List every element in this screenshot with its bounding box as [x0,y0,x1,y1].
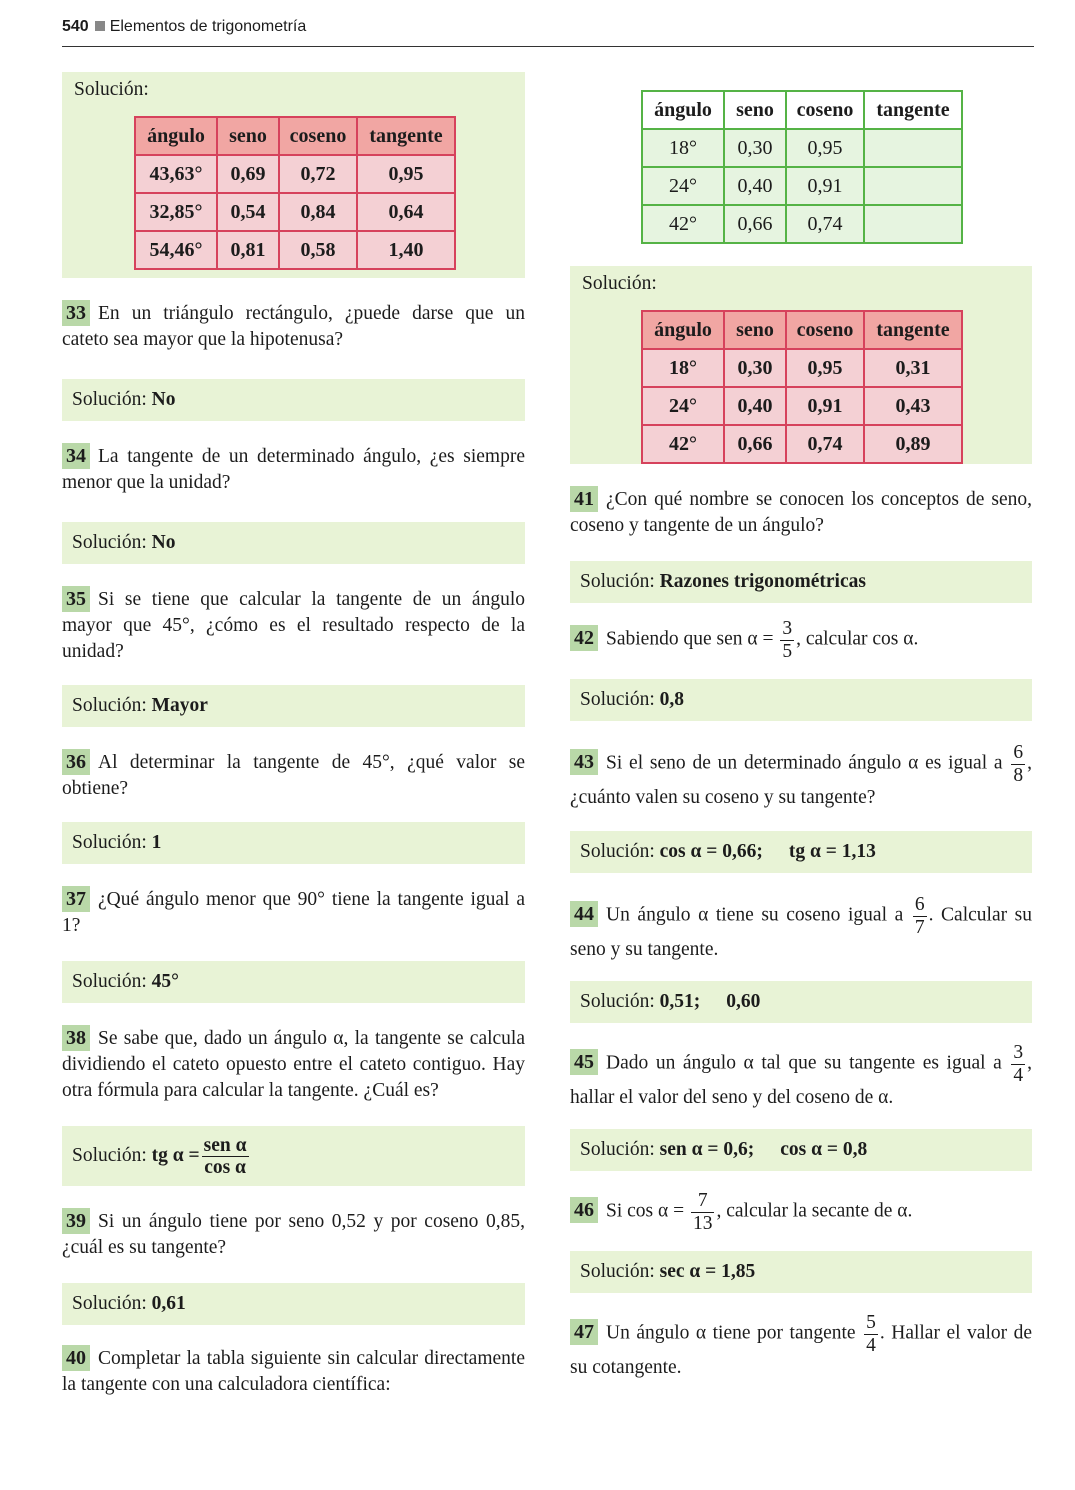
question-text: Al determinar la tangente de 45°, ¿qué valor se obtiene? [62,752,525,799]
solution-value: 0,8 [659,689,685,710]
fraction-numerator: 3 [1013,1042,1024,1063]
fraction-numerator: 6 [914,894,925,915]
table-row [135,231,455,269]
table-cell: 1,40 [357,231,455,269]
table-cell [864,167,962,205]
table-cell: 0,31 [864,349,962,387]
solution-label: Solución: [72,832,147,853]
table-row [642,129,962,167]
question-text-end: . Hallar el valor de su cotangente. [570,1322,1033,1378]
question-text: Un ángulo α tiene por tangente [606,1322,856,1344]
question-33 [62,300,525,353]
solution-label: Solución: [580,991,655,1012]
solution-label: Solución: [74,79,149,100]
question-34 [62,443,525,496]
page-number: 540 [62,18,89,35]
table-cell [864,205,962,243]
solution-36 [62,822,525,864]
question-text: Dado un ángulo α tal que su tangente es igual a [606,1052,1002,1074]
solution-45 [570,1129,1032,1171]
question-number: 47 [570,1319,598,1345]
table-header: tangente [864,91,962,129]
question-number: 35 [62,586,90,612]
question-36 [62,749,525,802]
table-header: tangente [357,117,455,155]
table-cell: 0,64 [357,193,455,231]
question-45 [570,1043,1032,1111]
table-header: seno [724,311,786,349]
table-cell: 0,89 [864,425,962,463]
fraction-denominator: 5 [782,640,793,662]
table-cell: 0,66 [724,205,786,243]
solution-value-2: 0,60 [726,991,761,1012]
table-cell: 0,81 [217,231,279,269]
fraction-denominator: 4 [866,1334,876,1356]
table-cell [864,129,962,167]
question-text-end: . Calcular su seno y su tangente. [570,904,1033,960]
fraction [202,1136,249,1178]
solution-value: Mayor [151,695,208,716]
solution-value: Razones trigonométricas [659,571,866,592]
table-cell: 0,66 [724,425,786,463]
table-header: coseno [786,91,864,129]
table-cell: 42° [642,425,724,463]
table-cell: 32,85° [135,193,217,231]
table-cell: 0,91 [786,387,864,425]
table-q40 [641,90,963,244]
fraction [1011,743,1025,785]
table-header: tangente [864,311,962,349]
table-cell: 0,91 [786,167,864,205]
question-46 [570,1191,1032,1233]
fraction-numerator: 6 [1013,742,1024,763]
fraction [1011,1043,1025,1085]
table-header: ángulo [642,311,724,349]
table-header: seno [217,117,279,155]
table-cell: 0,54 [217,193,279,231]
solution-value-1: cos α = 0,66; [659,841,763,862]
left-column [62,72,525,1398]
question-40 [62,1345,525,1398]
question-number: 45 [570,1049,598,1075]
question-text: Si un ángulo tiene por seno 0,52 y por coseno 0,85, ¿cuál es su tangente? [62,1211,525,1258]
solution-value-1: 0,51; [659,991,701,1012]
solution-value: 1 [151,832,162,853]
table-row [642,425,962,463]
solution-value-2: cos α = 0,8 [780,1139,868,1160]
table-header: coseno [786,311,864,349]
table-cell: 0,74 [786,205,864,243]
solution-37 [62,961,525,1003]
solution-value: No [151,389,176,410]
question-text: Sabiendo que sen α = [606,628,774,650]
question-text: Se sabe que, dado un ángulo α, la tangente se calcula dividiendo el cateto opuesto entre el cateto contiguo. Hay otra fórmula para calcular la tangente. ¿Cuál es? [62,1028,525,1101]
question-text-end: , hallar el valor del seno y del coseno de α. [570,1052,1033,1108]
square-bullet-icon [95,21,105,31]
table-cell: 24° [642,167,724,205]
question-number: 38 [62,1025,90,1051]
question-number: 41 [570,486,598,512]
question-44 [570,895,1032,963]
fraction [691,1191,715,1233]
solution-38 [62,1126,525,1186]
solution-34 [62,522,525,564]
solution-44 [570,981,1032,1023]
fraction-denominator: 13 [692,1212,713,1234]
question-47 [570,1313,1032,1381]
question-39 [62,1208,525,1261]
fraction-denominator: cos α [204,1157,246,1179]
table-cell: 0,40 [724,167,786,205]
fraction [913,895,927,937]
fraction-denominator: 8 [1013,764,1024,786]
solution-value-1: sen α = 0,6; [659,1139,755,1160]
table-cell: 0,43 [864,387,962,425]
solution-41 [570,561,1032,603]
question-text: La tangente de un determinado ángulo, ¿es siempre menor que la unidad? [62,446,525,493]
fraction-numerator: 7 [691,1191,715,1213]
table-header: seno [724,91,786,129]
solution-table-q40 [641,310,963,464]
table-cell: 0,30 [724,129,786,167]
question-number: 46 [570,1197,598,1223]
table-row [135,155,455,193]
solution-label: Solución: [580,571,655,592]
question-text: ¿Qué ángulo menor que 90° tiene la tangente igual a 1? [62,889,525,936]
fraction [780,619,794,661]
question-text: ¿Con qué nombre se conocen los conceptos de seno, coseno y tangente de un ángulo? [570,489,1032,536]
solution-label: Solución: [582,273,657,294]
solution-label: Solución: [580,1139,655,1160]
table-cell: 43,63° [135,155,217,193]
question-text-end: , ¿cuánto valen su coseno y su tangente? [570,752,1033,808]
question-number: 33 [62,300,90,326]
table-cell: 42° [642,205,724,243]
question-41 [570,486,1032,539]
solution-43 [570,831,1032,873]
table-cell: 0,40 [724,387,786,425]
question-42 [570,619,1032,661]
fraction-denominator: 4 [1013,1064,1024,1086]
question-text: Completar la tabla siguiente sin calcular directamente la tangente con una calculadora científica: [62,1348,525,1395]
solution-40 [570,266,1032,464]
solution-value: sec α = 1,85 [659,1261,756,1282]
table-cell: 0,95 [786,129,864,167]
table-header: ángulo [135,117,217,155]
table-cell: 0,58 [279,231,357,269]
page-header [62,18,1034,47]
solution-label: Solución: [72,1293,147,1314]
solution-box-prev [62,72,525,278]
solution-label: Solución: [580,689,655,710]
solution-label: Solución: [580,841,655,862]
solution-label: Solución: [72,1145,147,1166]
table-cell: 0,69 [217,155,279,193]
fraction-denominator: 7 [914,916,925,938]
question-text-end: , calcular cos α. [796,628,919,650]
question-text: Si cos α = [606,1200,685,1222]
question-number: 40 [62,1345,90,1371]
table-row [642,205,962,243]
table-cell: 0,95 [786,349,864,387]
question-number: 43 [570,749,598,775]
table-row [642,387,962,425]
question-38 [62,1025,525,1104]
fraction-numerator: 5 [866,1312,876,1333]
solution-label: Solución: [72,389,147,410]
right-column [570,90,1032,1381]
solution-39 [62,1283,525,1325]
question-number: 37 [62,886,90,912]
solution-33 [62,379,525,421]
table-header: coseno [279,117,357,155]
solution-label: Solución: [72,695,147,716]
table-cell: 54,46° [135,231,217,269]
question-text: Un ángulo α tiene su coseno igual a [606,904,904,926]
solution-label: Solución: [72,532,147,553]
solution-value: No [151,532,176,553]
question-number: 34 [62,443,90,469]
solution-prefix: tg α = [151,1145,200,1166]
question-35 [62,586,525,665]
question-number: 39 [62,1208,90,1234]
question-number: 42 [570,625,598,651]
question-text: Si el seno de un determinado ángulo α es igual a [606,752,1003,774]
table-header: ángulo [642,91,724,129]
solution-label: Solución: [72,971,147,992]
table-cell: 0,95 [357,155,455,193]
table-cell: 0,74 [786,425,864,463]
question-text: En un triángulo rectángulo, ¿puede darse que un cateto sea mayor que la hipotenusa? [62,303,525,350]
fraction-numerator: 3 [782,618,793,639]
fraction [864,1313,878,1355]
table-cell: 24° [642,387,724,425]
solution-value-2: tg α = 1,13 [788,841,876,862]
solution-46 [570,1251,1032,1293]
table-row [135,193,455,231]
solution-value: 0,61 [151,1293,186,1314]
question-43 [570,743,1032,811]
solution-35 [62,685,525,727]
question-37 [62,886,525,939]
question-number: 36 [62,749,90,775]
table-cell: 18° [642,129,724,167]
table-cell: 0,72 [279,155,357,193]
solution-label: Solución: [580,1261,655,1282]
solution-value: 45° [151,971,179,992]
solution-table-prev [134,116,456,270]
chapter-title: Elementos de trigonometría [109,18,307,35]
table-cell: 0,30 [724,349,786,387]
fraction-numerator: sen α [203,1134,247,1156]
table-cell: 18° [642,349,724,387]
table-row [642,349,962,387]
question-text-end: , calcular la secante de α. [716,1200,913,1222]
question-number: 44 [570,901,598,927]
table-cell: 0,84 [279,193,357,231]
question-text: Si se tiene que calcular la tangente de un ángulo mayor que 45°, ¿cómo es el resultado respecto de la unidad? [62,589,525,662]
solution-42 [570,679,1032,721]
table-row [642,167,962,205]
